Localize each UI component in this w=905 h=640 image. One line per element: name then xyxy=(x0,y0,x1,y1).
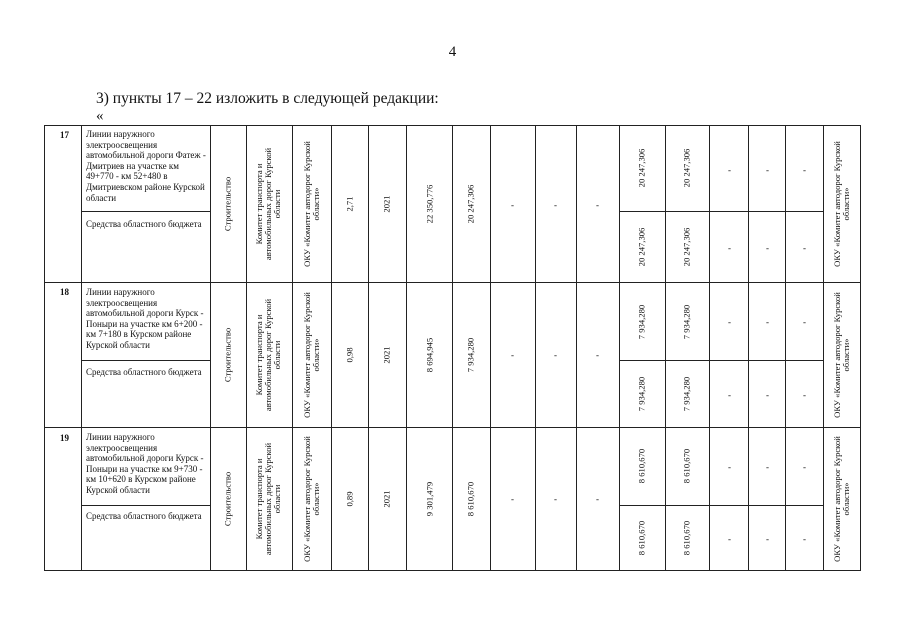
empty-value: - xyxy=(766,165,769,175)
row-number: 18 xyxy=(60,287,69,297)
year-amount: 20 247,306 xyxy=(681,227,692,267)
year-amount: 7 934,280 xyxy=(681,376,692,412)
empty-value: - xyxy=(766,390,769,400)
funding-source: Средства областного бюджета xyxy=(86,219,202,229)
empty-value: - xyxy=(803,534,806,544)
construction-year: 2021 xyxy=(381,195,392,213)
total-amount: 7 934,280 xyxy=(636,376,647,412)
capacity-km: 0,89 xyxy=(344,491,355,507)
empty-value: - xyxy=(766,534,769,544)
empty-value: - xyxy=(803,243,806,253)
year-amount: 7 934,280 xyxy=(681,304,692,340)
total-amount: 20 247,306 xyxy=(636,227,647,267)
remaining-cost: 20 247,306 xyxy=(465,184,476,224)
empty-value: - xyxy=(728,317,731,327)
responsible-executor: ОКУ «Комитет автодорог Курской области» xyxy=(831,436,851,562)
year-amount: 8 610,670 xyxy=(681,520,692,556)
estimated-cost: 22 350,776 xyxy=(424,184,435,224)
object-name: Линии наружного электроосвещения автомобильной дороги Фатеж - Дмитриев на участке км 49+770 - км 52+480 в Дмитриевском районе Курской области xyxy=(86,129,206,203)
empty-value: - xyxy=(511,494,514,504)
year-amount: 20 247,306 xyxy=(681,148,692,188)
capacity-km: 2,71 xyxy=(344,196,355,212)
empty-value: - xyxy=(554,200,557,210)
row-number: 17 xyxy=(60,130,69,140)
developer: ОКУ «Комитет автодорог Курской области» xyxy=(301,292,321,418)
empty-value: - xyxy=(728,165,731,175)
object-name: Линии наружного электроосвещения автомобильной дороги Курск - Поныри на участке км 6+200 - км 7+180 в Курском районе Курской области xyxy=(86,287,204,350)
empty-value: - xyxy=(766,243,769,253)
total-amount: 8 610,670 xyxy=(636,520,647,556)
developer: ОКУ «Комитет автодорог Курской области» xyxy=(301,141,321,267)
work-type: Строительство xyxy=(222,471,233,527)
empty-value: - xyxy=(803,462,806,472)
total-amount: 8 610,670 xyxy=(636,448,647,484)
year-amount: 8 610,670 xyxy=(681,448,692,484)
funding-source: Средства областного бюджета xyxy=(86,511,202,521)
empty-value: - xyxy=(766,317,769,327)
state-customer: Комитет транспорта и автомобильных дорог Курской области xyxy=(254,298,283,412)
capacity-km: 0,98 xyxy=(344,347,355,363)
empty-value: - xyxy=(728,534,731,544)
estimated-cost: 9 301,479 xyxy=(424,481,435,517)
total-amount: 7 934,280 xyxy=(636,304,647,340)
page-number: 4 xyxy=(448,44,457,60)
empty-value: - xyxy=(596,200,599,210)
empty-value: - xyxy=(728,243,731,253)
state-customer: Комитет транспорта и автомобильных дорог Курской области xyxy=(254,147,283,261)
responsible-executor: ОКУ «Комитет автодорог Курской области» xyxy=(831,141,851,267)
empty-value: - xyxy=(728,462,731,472)
construction-year: 2021 xyxy=(381,490,392,508)
construction-year: 2021 xyxy=(381,346,392,364)
responsible-executor: ОКУ «Комитет автодорог Курской области» xyxy=(831,292,851,418)
row-number: 19 xyxy=(60,433,69,443)
state-customer: Комитет транспорта и автомобильных дорог Курской области xyxy=(254,442,283,556)
empty-value: - xyxy=(766,462,769,472)
empty-value: - xyxy=(554,494,557,504)
remaining-cost: 8 610,670 xyxy=(465,481,476,517)
empty-value: - xyxy=(728,390,731,400)
empty-value: - xyxy=(596,494,599,504)
opening-quote-mark: « xyxy=(96,108,104,124)
empty-value: - xyxy=(511,350,514,360)
empty-value: - xyxy=(803,317,806,327)
empty-value: - xyxy=(803,390,806,400)
estimated-cost: 8 694,945 xyxy=(424,337,435,373)
funding-source: Средства областного бюджета xyxy=(86,367,202,377)
work-type: Строительство xyxy=(222,327,233,383)
remaining-cost: 7 934,280 xyxy=(465,337,476,373)
total-amount: 20 247,306 xyxy=(636,148,647,188)
empty-value: - xyxy=(803,165,806,175)
amendment-heading: 3) пункты 17 – 22 изложить в следующей редакции: xyxy=(96,90,439,107)
work-type: Строительство xyxy=(222,176,233,232)
empty-value: - xyxy=(596,350,599,360)
developer: ОКУ «Комитет автодорог Курской области» xyxy=(301,436,321,562)
object-name: Линии наружного электроосвещения автомобильной дороги Курск - Поныри на участке км 9+730 - км 10+620 в Курском районе Курской области xyxy=(86,432,204,495)
empty-value: - xyxy=(554,350,557,360)
empty-value: - xyxy=(511,200,514,210)
